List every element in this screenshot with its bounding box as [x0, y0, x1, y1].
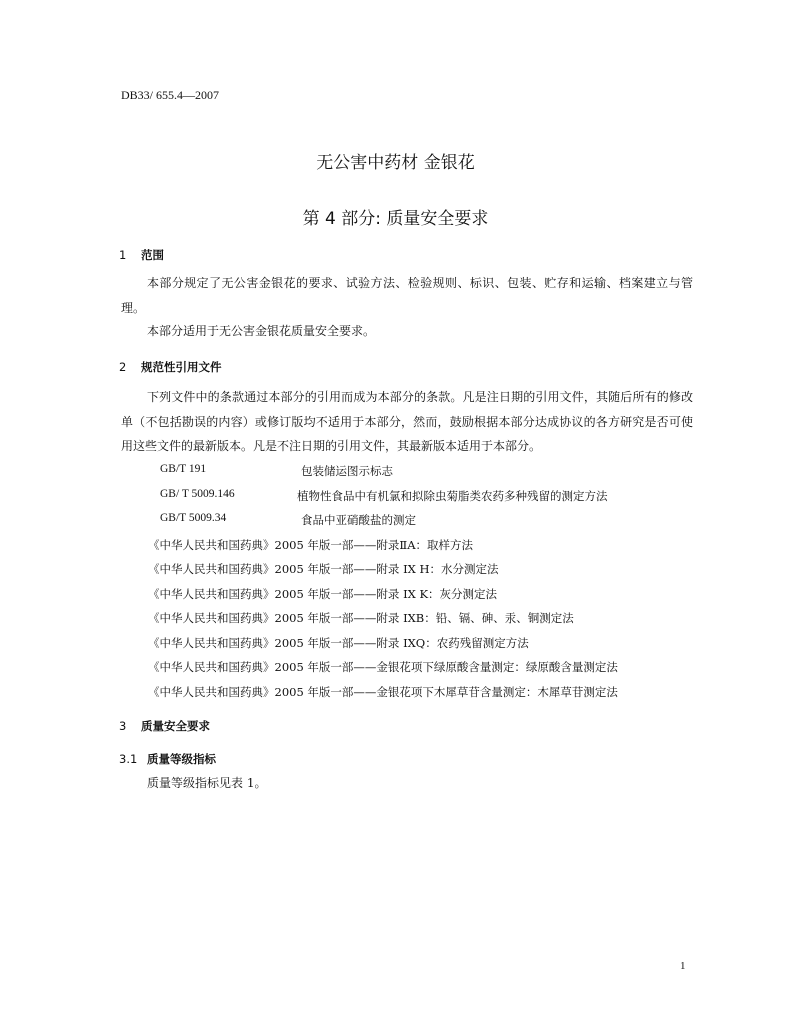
- section-title: 范围: [141, 248, 164, 262]
- reference-code: GB/ T 5009.146: [160, 488, 235, 500]
- section-1-paragraph-2: 本部分适用于无公害金银花质量安全要求。: [147, 324, 376, 338]
- pharmacopoeia-reference: 《中华人民共和国药典》2005 年版一部——附录 IX K：灰分测定法: [148, 587, 498, 601]
- document-title: 无公害中药材 金银花: [316, 153, 475, 173]
- section-title: 质量等级指标: [147, 752, 216, 766]
- page-number: 1: [680, 960, 686, 972]
- document-subtitle: 第 4 部分: 质量安全要求: [302, 209, 489, 229]
- section-title: 质量安全要求: [141, 719, 210, 733]
- section-title: 规范性引用文件: [141, 360, 222, 374]
- section-number: 2: [119, 360, 127, 374]
- reference-name: 包装储运图示标志: [301, 464, 393, 478]
- reference-code: GB/T 191: [160, 463, 207, 475]
- section-3-1-paragraph-1: 质量等级指标见表 1。: [147, 776, 267, 790]
- pharmacopoeia-reference: 《中华人民共和国药典》2005 年版一部——附录 IXB：铅、镉、砷、汞、铜测定法: [148, 611, 574, 625]
- section-2-paragraph-1: 下列文件中的条款通过本部分的引用而成为本部分的条款。凡是注日期的引用文件，其随后所有的修改单（不包括勘误的内容）或修订版均不适用于本部分，然而，鼓励根据本部分达成协议的各方研究是否可使用这些文件的最新版本。凡是不注日期的引用文件，其最新版本适用于本部分。: [121, 390, 693, 453]
- reference-code: GB/T 5009.34: [160, 512, 227, 524]
- standard-code: DB33/ 655.4—2007: [121, 88, 220, 102]
- section-3-heading: [119, 718, 210, 734]
- pharmacopoeia-reference: 《中华人民共和国药典》2005 年版一部——附录 IXQ：农药残留测定方法: [148, 636, 529, 650]
- pharmacopoeia-reference: 《中华人民共和国药典》2005 年版一部——金银花项下木犀草苷含量测定：木犀草苷测定法: [148, 685, 618, 699]
- pharmacopoeia-reference: 《中华人民共和国药典》2005 年版一部——附录ⅡA：取样方法: [148, 538, 474, 552]
- section-number: 3.1: [119, 752, 138, 766]
- pharmacopoeia-reference: 《中华人民共和国药典》2005 年版一部——金银花项下绿原酸含量测定：绿原酸含量测定法: [148, 660, 618, 674]
- section-1-paragraph-1: 本部分规定了无公害金银花的要求、试验方法、检验规则、标识、包装、贮存和运输、档案建立与管理。: [121, 276, 693, 315]
- reference-name: 食品中亚硝酸盐的测定: [301, 513, 416, 527]
- reference-name: 植物性食品中有机氯和拟除虫菊脂类农药多种残留的测定方法: [297, 489, 608, 503]
- section-number: 3: [119, 719, 127, 733]
- pharmacopoeia-reference: 《中华人民共和国药典》2005 年版一部——附录 IX H：水分测定法: [148, 562, 499, 576]
- section-3-1-heading: [119, 751, 216, 767]
- section-number: 1: [119, 248, 127, 262]
- section-1-heading: [119, 247, 164, 263]
- section-2-heading: [119, 359, 222, 375]
